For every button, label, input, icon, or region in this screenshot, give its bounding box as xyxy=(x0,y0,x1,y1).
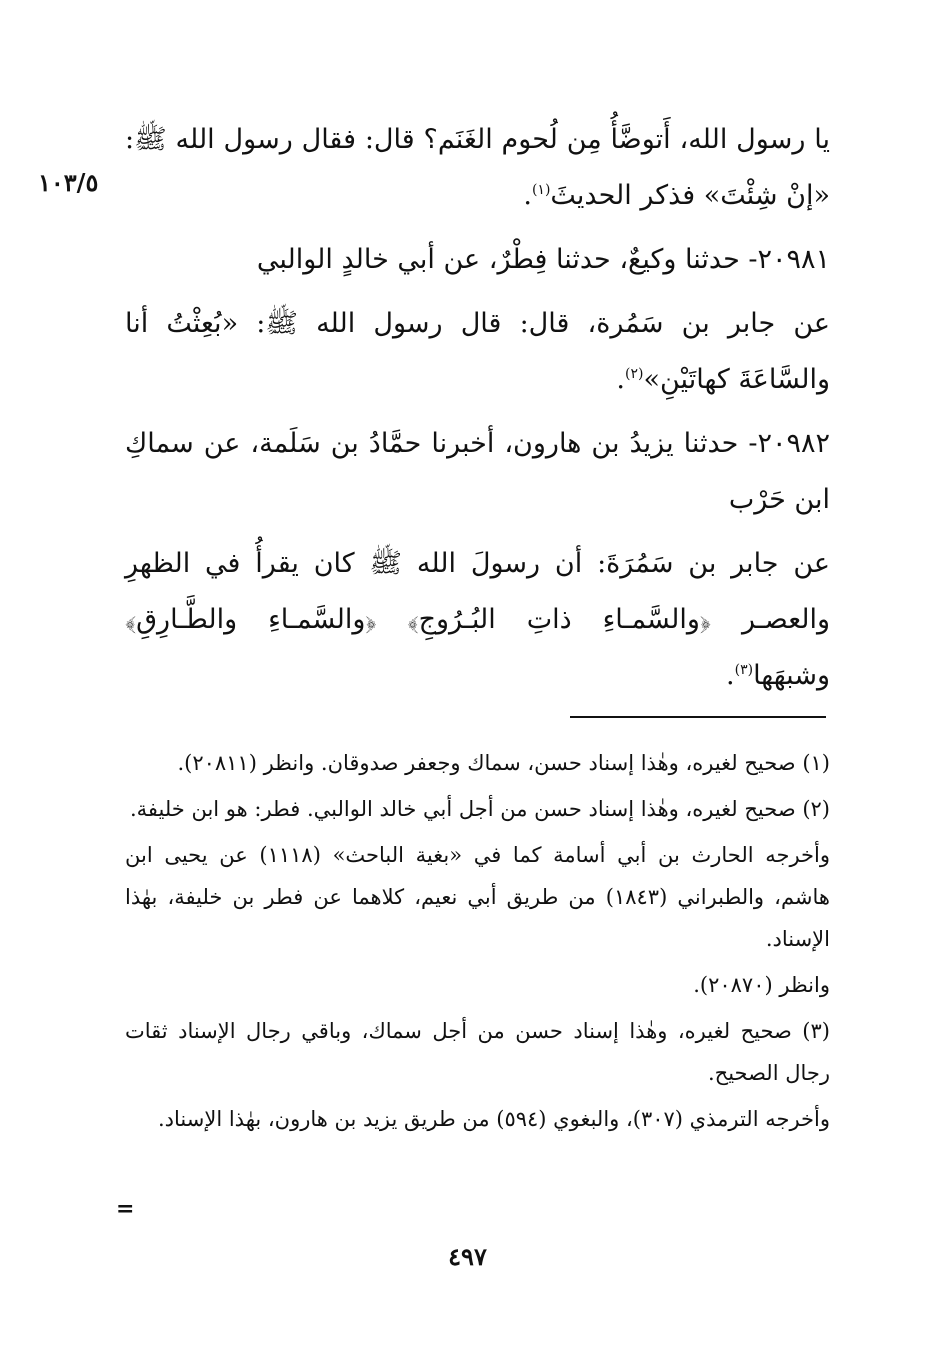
footnotes xyxy=(125,742,830,1144)
page-number: ٤٩٧ xyxy=(448,1242,487,1271)
footnote-1: (١) صحيح لغيره، وهٰذا إسناد حسن، سماك وجعفر صدوقان. وانظر (٢٠٨١١). xyxy=(177,751,830,775)
text-paragraph-1: يا رسول الله، أَتوضَّأُ مِن لُحوم الغَنَم؟ قال: فقال رسول الله ﷺ: «إنْ شِئْتَ» فذكر الحديثَ$^{(١)}$. xyxy=(125,124,830,211)
footnote-ref-3: (٣) xyxy=(734,662,754,678)
isnad-20981: ٢٠٩٨١- حدثنا وكيعٌ، حدثنا فِطْرٌ، عن أبي خالدٍ الوالبي xyxy=(256,244,830,275)
footnote-3: (٣) صحيح لغيره، وهٰذا إسناد حسن من أجل سماك، وباقي رجال الإسناد ثقات رجال الصحيح. xyxy=(125,1019,830,1085)
footnote-2-continued: وأخرجه الحارث بن أبي أسامة كما في «بغية الباحث» (١١١٨) عن يحيى ابن هاشم، والطبراني (١٨٤٣) من طريق أبي نعيم، كلاهما عن فطر بن خليفة، بهٰذا الإسناد. xyxy=(125,843,830,951)
footnote-2: (٢) صحيح لغيره، وهٰذا إسناد حسن من أجل أبي خالد الوالبي. فطر: هو ابن خليفة. xyxy=(129,797,830,821)
footnote-divider xyxy=(570,716,826,718)
footnote-3-continued: وأخرجه الترمذي (٣٠٧)، والبغوي (٥٩٤) من طريق يزيد بن هارون، بهٰذا الإسناد. xyxy=(158,1107,830,1131)
text-paragraph-2: عن جابر بن سَمُرة، قال: قال رسول الله ﷺ: «بُعِثْتُ أنا والسَّاعَةَ كهاتَيْنِ»$^{(٢)}$. xyxy=(125,308,830,395)
text-paragraph-3: عن جابر بن سَمُرَةَ: أن رسولَ الله ﷺ كان يقرأُ في الظهرِ والعصـر ﴿والسَّمـاءِ ذاتِ البُـرُوجِ﴾ ﴿والسَّمـاءِ والطَّـارِقِ﴾ وشبهَها$^{(٣)}$. xyxy=(125,548,830,691)
continuation-mark: = xyxy=(116,1196,135,1222)
footnote-2-see-also: وانظر (٢٠٨٧٠). xyxy=(693,973,830,997)
isnad-20982: ٢٠٩٨٢- حدثنا يزيدُ بن هارون، أخبرنا حمَّادُ بن سَلَمة، عن سماكِ ابن حَرْب xyxy=(125,428,830,515)
margin-volume-page-ref: ١٠٣/٥ xyxy=(38,168,99,197)
footnote-ref-1: (١) xyxy=(531,182,551,198)
hadith-text xyxy=(125,112,830,712)
footnote-ref-2: (٢) xyxy=(625,366,644,382)
